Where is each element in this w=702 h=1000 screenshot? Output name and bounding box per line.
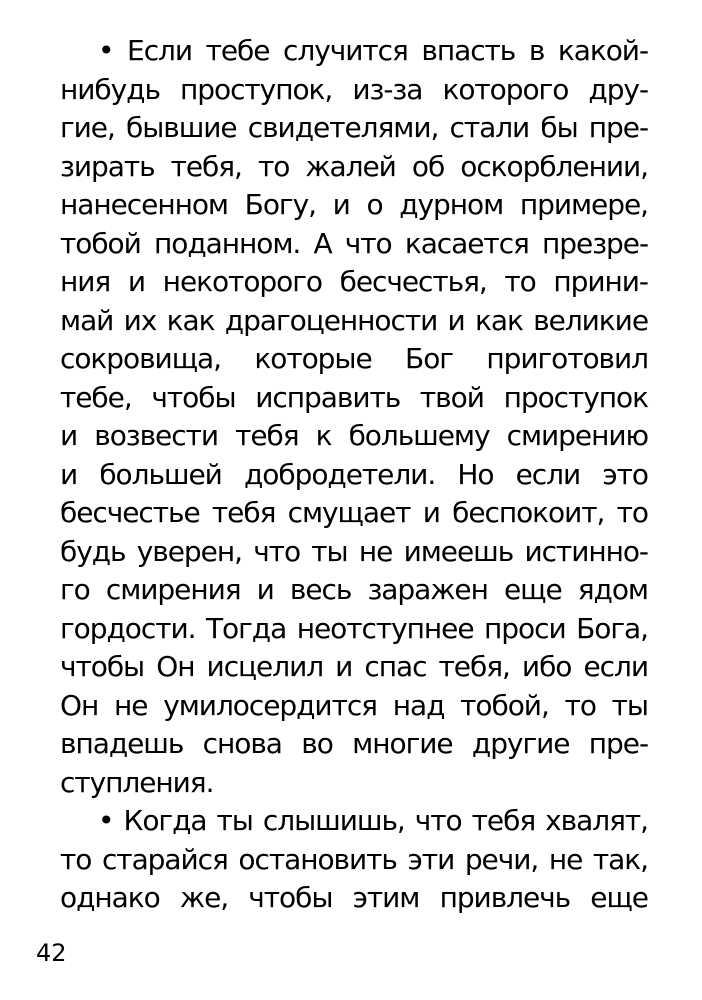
paragraph-1-line-7: ния и некоторого бесчестья, то прини- [60, 265, 648, 298]
paragraph-2-line-3: однако же, чтобы этим привлечь еще [60, 881, 648, 914]
paragraph-1-line-3: гие, бывшие свидетелями, стали бы пре- [60, 111, 648, 144]
paragraph-1-line-18: Он не умилосердится над тобой, то ты [60, 688, 648, 722]
paragraph-1-line-13: бесчестье тебя смущает и беспокоит, то [60, 496, 648, 529]
paragraph-1-line-16: гордости. Тогда неотступнее проси Бога, [60, 611, 648, 645]
paragraph-1-line-1: • Если тебе случится впасть в какой- [98, 34, 648, 67]
page-number: 42 [36, 939, 67, 967]
paragraph-2-line-2: то старайся остановить эти речи, не так, [60, 842, 648, 876]
paragraph-1-line-4: зирать тебя, то жалей об оскорблении, [60, 149, 648, 183]
paragraph-1-line-10: тебе, чтобы исправить твой проступок [60, 380, 648, 414]
paragraph-1-line-20: ступления. [60, 765, 214, 799]
paragraph-1-line-11: и возвести тебя к большему смирению [60, 419, 648, 452]
body-text [60, 32, 648, 918]
paragraph-1-line-6: тобой поданном. А что касается презре- [60, 226, 648, 260]
paragraph-1-line-17: чтобы Он исцелил и спас тебя, ибо если [60, 650, 648, 683]
paragraph-1-line-2: нибудь проступок, из-за которого дру- [60, 72, 648, 106]
paragraph-2-line-1: • Когда ты слышишь, что тебя хвалят, [98, 804, 648, 837]
paragraph-1-line-8: май их как драгоценности и как великие [60, 303, 648, 337]
paragraph-1-line-9: сокровища, которые Бог приготовил [60, 342, 648, 375]
paragraph-1-line-14: будь уверен, что ты не имеешь истинно- [60, 534, 648, 568]
paragraph-1-line-19: впадешь снова во многие другие пре- [60, 727, 648, 760]
paragraph-1-line-5: нанесенном Богу, и о дурном примере, [60, 188, 648, 221]
paragraph-1-line-15: го смирения и весь заражен еще ядом [60, 573, 648, 606]
paragraph-1-line-12: и большей добродетели. Но если это [60, 457, 648, 491]
